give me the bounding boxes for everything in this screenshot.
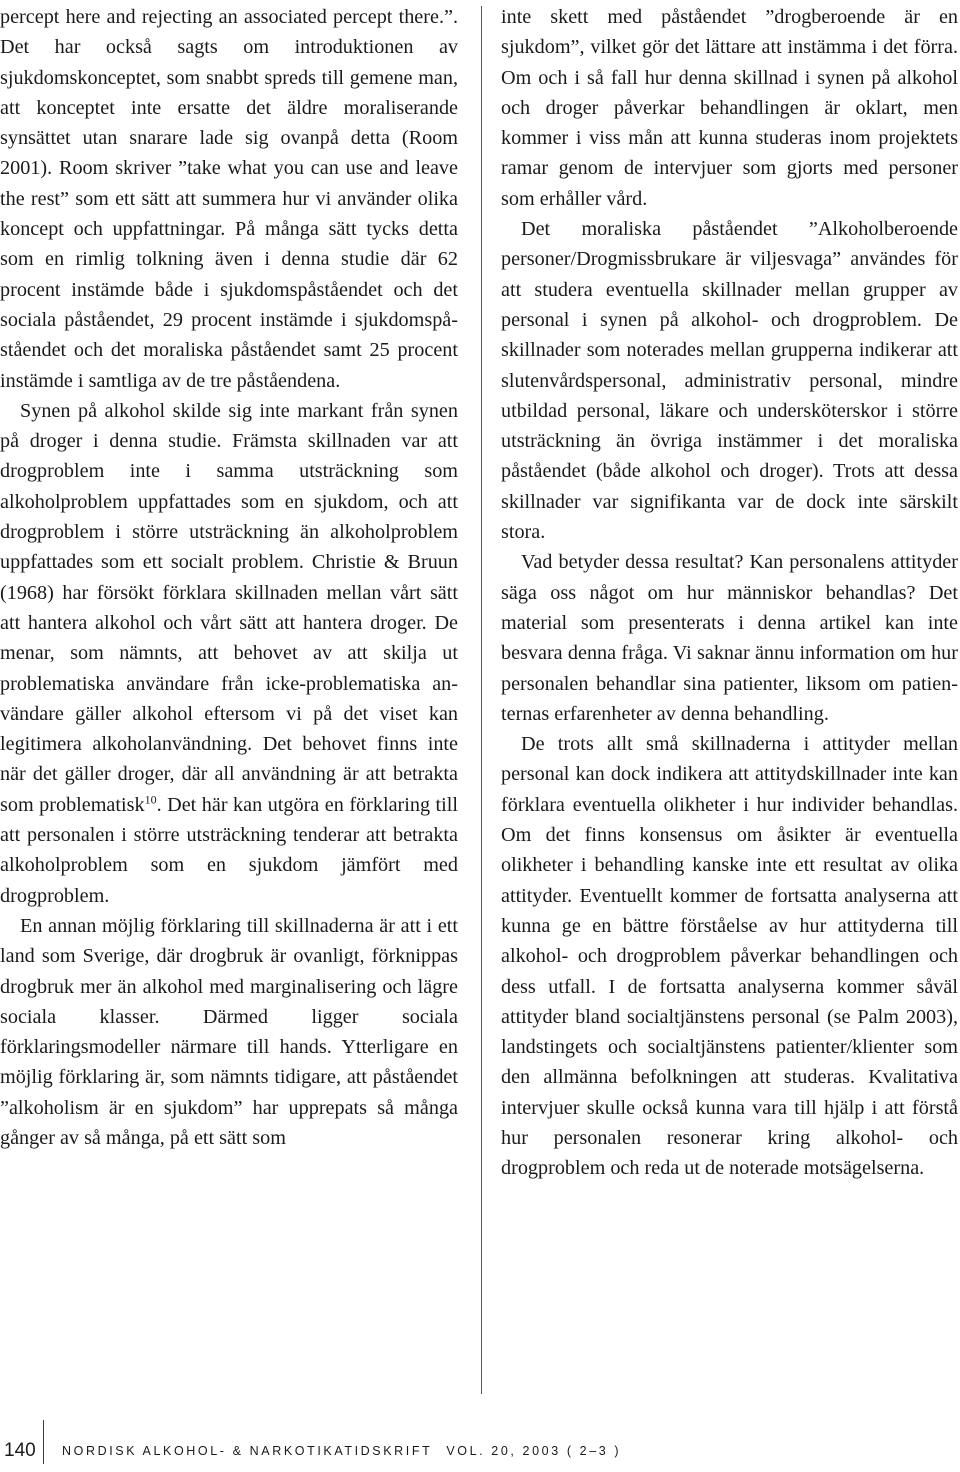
paragraph: Det moraliska påståendet ”Alkoholberoende personer/Drogmissbrukare är viljesvaga” användes för att studera eventuella skillnader mellan grupper av personal i synen på alkohol- och drogproblem. De skillnader som noterades mellan grupperna indikerar att slutenvårdspersonal, administrativ personal, mindre utbildad personal, läkare och undersköterskor i större utsträckning än övriga instämmer i det moraliska påståendet (både alkohol och droger). Trots att dessa skillnader var signifikanta var de dock inte särskilt stora. bbox=[501, 218, 958, 544]
paragraph: percept here and rejecting an associated percept there.”. Det har också sagts om introduktionen av sjukdomskonceptet, som snabbt spreds till gemene man, att konceptet inte ersatte det äldre moraliserande synsättet utan snarare lade sig ovanpå detta (Room 2001). Room skriver ”take what you can use and leave the rest” som ett sätt att summera hur vi använder olika koncept och uppfattningar. På många sätt tycks detta som en rimlig tolkning även i denna studie där 62 procent instämde både i sjukdomspåståendet och det sociala påståendet, 29 procent instämde i sjukdomspåståendet och det moraliska påståendet samt 25 procent instämde i samtliga av de tre påståendena. bbox=[0, 6, 458, 392]
right-column bbox=[501, 2, 958, 1184]
page-number: 140 bbox=[4, 1440, 36, 1461]
paragraph: En annan möjlig förklaring till skillnaderna är att i ett land som Sverige, där drogbruk är ovanligt, förknippas drogbruk mer än alkohol med marginalisering och lägre sociala klasser. Därmed ligger sociala förklaringsmodeller närmare till hands. Ytterligare en möjlig förklaring är, som nämnts tidigare, att påståendet ”alkoholism är en sjukdom” har upprepats så många gånger av så många, på ett sätt som bbox=[0, 914, 458, 1149]
paragraph-text: Synen på alkohol skilde sig inte markant från synen på droger i denna studie. Främsta skillnaden var att drogproblem inte i samma utsträckning som alkoholproblem uppfattades som en sjukdom, och att drogproblem i större utsträckning än alkoholproblem uppfattades som ett socialt problem. Christie & Bruun (1968) har försökt förklara skillnaden mellan vårt sätt att hantera alkohol och vårt sätt att hantera droger. De menar, som nämnts, att behovet av att skilja ut problematiska användare från icke-problematiska användare gäller alkohol eftersom vi på det viset kan legitimera alkoholanvändning. Det behovet finns inte när det gäller droger, där all användning är att betrakta som problematisk bbox=[0, 399, 458, 816]
paragraph: De trots allt små skillnaderna i attityder mellan personal kan dock indikera att attitydskillnader inte kan förklara eventuella olikheter i hur individer behandlas. Om det finns konsensus om åsikter är eventuella olikheter i behandling kanske inte ett resultat av olika attityder. Eventuellt kommer de fortsatta analyserna att kunna ge en bättre förståelse av hur attityderna till alkohol- och drogproblem påverkar behandlingen och dess utfall. I de fortsatta analyserna kommer såväl attityder bland socialtjänstens personal (se Palm 2003), landstingets och socialtjänstens patienter/klienter som den allmänna befolkningen att studeras. Kvalitativa intervjuer skulle också kunna vara till hjälp i att förstå hur personalen resonerar kring alkohol- och drogproblem och reda ut de noterade motsägelserna. bbox=[501, 733, 958, 1180]
footnote-reference: 10 bbox=[144, 791, 157, 806]
paragraph: Vad betyder dessa resultat? Kan personalens attityder säga oss något om hur människor behandlas? Det material som presenterats i denna artikel kan inte besvara denna fråga. Vi saknar ännu information om hur personalen behandlar sina patienter, liksom om patienternas erfarenheter av denna behandling. bbox=[501, 551, 958, 725]
column-divider bbox=[481, 6, 482, 1394]
page-footer bbox=[0, 1418, 960, 1472]
journal-volume: VOL. 20, 2003 ( 2–3 ) bbox=[446, 1444, 622, 1458]
paragraph: inte skett med påståendet ”drogberoende är en sjukdom”, vilket gör det lättare att instämma i det förra. Om och i så fall hur denna skillnad i synen på alkohol och droger påverkar behandlingen är oklart, men kommer i viss mån att kunna studeras inom projektets ramar genom de intervjuer som gjorts med personer som erhåller vård. bbox=[501, 6, 958, 210]
journal-citation bbox=[62, 1442, 621, 1460]
footer-divider bbox=[43, 1420, 44, 1464]
paragraph-text-continued: . Det här kan utgöra en förklaring till att personalen i större utsträckning tenderar att betrakta alkoholproblem som en sjukdom jämfört med drogproblem. bbox=[0, 793, 458, 907]
paragraph-with-footnote bbox=[0, 396, 458, 911]
journal-name: NORDISK ALKOHOL- & NARKOTIKATIDSKRIFT bbox=[62, 1444, 433, 1458]
left-column bbox=[0, 2, 458, 1153]
